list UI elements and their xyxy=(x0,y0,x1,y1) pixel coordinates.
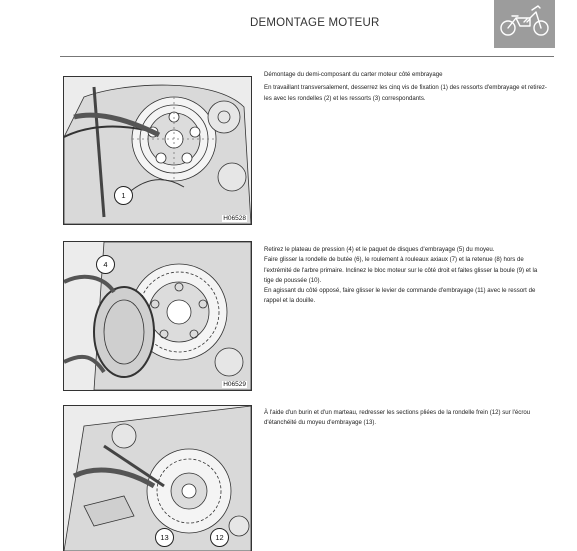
paragraph: Retirez le plateau de pression (4) et le paquet de disques d'embrayage (5) du moyeu. xyxy=(264,246,495,253)
figure-pressure-plate xyxy=(63,241,252,391)
callout-4: 4 xyxy=(96,255,115,274)
page-title: DEMONTAGE MOTEUR xyxy=(250,17,380,29)
callout-13: 13 xyxy=(155,528,174,547)
paragraph: Faire glisser la rondelle de butée (6), le roulement à rouleaux axiaux (7) et la retenue (8) hors de l'extrémité de l'arbre primaire. Inclinez le bloc moteur sur le côté droit et faites glisser la boule (9) et la tige de poussée (10). xyxy=(264,256,538,284)
paragraph: Démontage du demi-composant du carter moteur côté embrayage xyxy=(264,71,443,78)
callout-1: 1 xyxy=(114,186,133,205)
section-3-text xyxy=(264,408,548,436)
section-2-text xyxy=(264,245,548,314)
section-1-text xyxy=(264,70,548,111)
paragraph: En agissant du côté opposé, faire glisser le levier de commande d'embrayage (11) avec le ressort de rappel et la douille. xyxy=(264,287,536,305)
paragraph: En travaillant transversalement, desserrez les cinq vis de fixation (1) des ressorts d'embrayage et retirez-les avec les rondelles (2) et les ressorts (3) correspondants. xyxy=(264,84,547,102)
figure-clutch-springs xyxy=(63,76,252,225)
motorcycle-engine-icon xyxy=(494,0,555,48)
paragraph: À l'aide d'un burin et d'un marteau, redresser les sections pliées de la rondelle frein (12) sur l'écrou d'étanchéité du moyeu d'embrayage (13). xyxy=(264,409,531,427)
figure-code: H06528 xyxy=(223,215,246,222)
header-divider xyxy=(60,56,554,57)
callout-12: 12 xyxy=(210,528,229,547)
figure-code: H06529 xyxy=(223,381,246,388)
